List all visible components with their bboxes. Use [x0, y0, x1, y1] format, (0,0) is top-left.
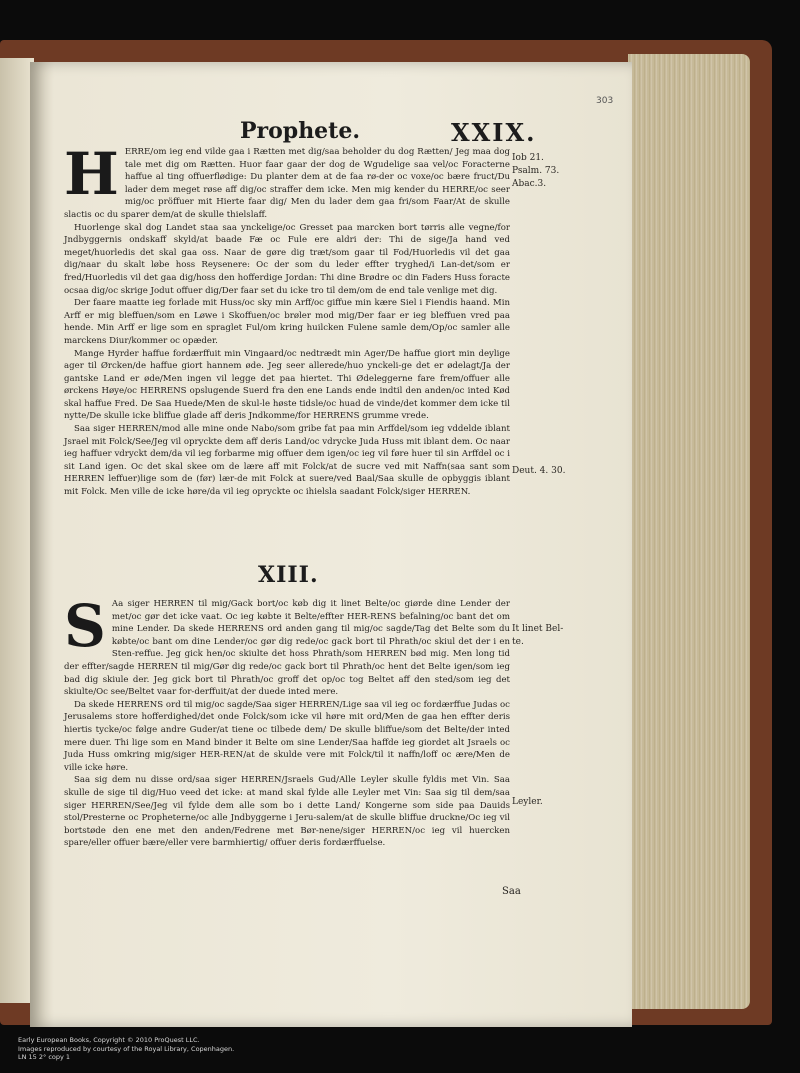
margin-ref-deut: Deut. 4. 30.	[512, 466, 566, 476]
catchword: Saa	[502, 886, 521, 897]
drop-initial-h: H	[64, 140, 119, 208]
chapter-heading: XIII.	[258, 562, 319, 588]
copyright-footer	[18, 1036, 234, 1062]
margin-ref-linet: It linet Bel-	[512, 624, 564, 634]
running-title: Prophete.	[240, 118, 361, 144]
paragraph: Aa siger HERREN til mig/Gack bort/oc køb dig it linet Belte/oc giørde dine Lender der met/oc gør det icke vaat. Oc ieg købte it Belte/effter HER-RENS befalning/oc bant det om mine Lender. Da skede HERRENS ord anden gang til mig/oc sagde/Tag det Belte som du købte/oc bant om dine Lender/oc gør dig rede/oc gack bort til Phrath/oc skiul det der i en Sten-reffue. Jeg gick hen/oc skiulte det hoss Phrath/som HERREN bød mig. Men long tid der effter/sagde HERREN til mig/Gør dig rede/oc gack bort til Phrath/oc hent det Belte igen/som ieg bad dig skiule der. Jeg gick bort til Phrath/oc groff det op/oc tog Beltet aff den sted/som ieg det skiulte/Oc see/Beltet vaar for-derffuit/at der duede inted mere.	[64, 599, 510, 698]
chapter-13-text	[64, 592, 510, 850]
paragraph: Huorlenge skal dog Landet staa saa ynckelige/oc Gresset paa marcken bort tørris alle vegne/for Jndbyggernis ondskaff skyld/at baade Fæ oc Fule ere aldri der: Thi de sige/Ja hand ved meget/huorledis det skal gaa oss. Naar de gøre dig træt/som gaar til Fod/Huorledis vil det gaa dig/naar du skalt løbe hoss Reysenere: Oc der som du leder effter tryghed/i Lan-det/som er fred/Huorledis vil det gaa dig/hoss den hofferdige Jordan: Thi dine Brødre oc din Faders Huss foracte ocsaa dig/oc skrige Jodut offuer dig/Der faar set du icke tro til dem/om de end tale venlige met dig.	[64, 222, 510, 296]
page-edges	[628, 54, 750, 1009]
paragraph: Saa siger HERREN/mod alle mine onde Nabo/som gribe fat paa min Arffdel/som ieg vddelde iblant Jsrael mit Folck/See/Jeg vil opryckte dem aff deris Land/oc vdrycke Juda Huss mit iblant dem. Oc naar ieg haffuer vdryckt dem/da vil ieg forbarme mig offuer dem igen/oc ieg vil føre huer til sin Arffdel oc i sit Land igen. Oc det skal skee om de lære aff mit Folck/at de sucre ved mit Naffn(saa sant som HERREN leffuer)lige som de (før) lær-de mit Folck at suere/ved Baal/Saa skulle de opbyggis iblant mit Folck. Men ville de icke høre/da vil ieg opryckte oc ihielsla saadant Folck/siger HERREN.	[64, 424, 510, 498]
paragraph: Der faare maatte ieg forlade mit Huss/oc sky min Arff/oc giffue min kære Siel i Fiendis haand. Min Arff er mig bleffuen/som en Løwe i Skoffuen/oc brøler mod mig/Der faar er ieg bleffuen vred paa hende. Min Arff er lige som en spraglet Ful/om kring huilcken Fulene samle dem/Op/oc samler alle marckens Diur/kommer oc opæder.	[64, 298, 510, 346]
paragraph: Mange Hyrder haffue fordærffuit min Vingaard/oc nedtrædt min Ager/De haffue giort min deylige ager til Ørcken/de haffue giort hannem øde. Jeg seer allerede/huo ynckeli-ge det er ødelagt/Ja der gantske Land er øde/Men ingen vil legge det paa hiertet. Thi Ødeleggerne fare frem/offuer alle ørckens Høye/oc HERRENS opslugende Suerd fra den ene Lands ende indtil den anden/oc inted Kød skal haffue Fred. De Saa Huede/Men de skul-le høste tidsle/oc huad de vinde/det kommer dem icke til nytte/De skulle icke bliffue glade aff deris Jndkomme/for HERRENS grumme vrede.	[64, 348, 510, 422]
margin-ref-leyler: Leyler.	[512, 797, 543, 807]
footer-line: Images reproduced by courtesy of the Royal Library, Copenhagen.	[18, 1044, 235, 1053]
paragraph: ERRE/om ieg end vilde gaa i Rætten met dig/saa beholder du dog Rætten/ Jeg maa dog tale met dig om Rætten. Huor faar gaar der dog de Wgudelige saa vel/oc Foracterne haffue al ting offuerflødige: Du planter dem at de faa rø-der oc voxe/oc bære fruct/Du lader dem meget røse aff dig/oc straffer dem icke. Men mig kender du HERRE/oc seer mig/oc pröffuer mit Hierte faar dig/ Men du lader dem gaa fri/som Faar/At de skulle slactis oc du sparer dem/at de skulle thielslaff.	[64, 147, 510, 220]
footer-line: LN 15 2° copy 1	[18, 1053, 71, 1061]
paragraph: Saa sig dem nu disse ord/saa siger HERREN/Jsraels Gud/Alle Leyler skulle fyldis met Vin. Saa skulle de sige til dig/Huo veed det icke: at mand skal fylde alle Leyler met Vin: Saa sig til dem/saa siger HERREN/See/Jeg vil fylde dem alle som bo i dette Land/ Kongerne som side paa Dauids stol/Presterne oc Propheterne/oc alle Jndbyggerne i Jeru-salem/at de skulle bliffue druckne/Oc ieg vil bortstøde den ene met den anden/Fedrene met Bør-nene/siger HERREN/oc ieg vil huercken spare/eller offuer bære/eller vere barmhiertig/ offuer deris fordærffuelse.	[64, 775, 510, 849]
drop-initial-s: S	[64, 592, 106, 660]
folio-number: 303	[596, 96, 614, 106]
margin-ref-job: Iob 21.	[512, 153, 544, 163]
chapter-number: XXIX.	[451, 118, 537, 147]
paragraph: Da skede HERRENS ord til mig/oc sagde/Saa siger HERREN/Lige saa vil ieg oc fordærffue Judas oc Jerusalems store hofferdighed/det onde Folck/som icke vil høre mit ord/Men de gaa hen effter deris hiertis tycke/oc følge andre Guder/at tiene oc tilbede dem/ De skulle bliffue/som det Belte/der inted mere duer. Thi lige som en Mand binder it Belte om sine Lender/Saa haffde ieg giordet alt Jsraels oc Juda Huss omkring mig/siger HER-REN/at de skulde vere mit Folck/til it naffn/loff oc ære/Men de ville icke høre.	[64, 699, 510, 773]
facing-page-edge	[0, 58, 34, 1003]
margin-ref-psalm: Psalm. 73.	[512, 166, 560, 176]
margin-ref-linet-cont: te.	[512, 637, 524, 647]
margin-ref-abac: Abac.3.	[512, 179, 547, 189]
footer-line: Early European Books, Copyright © 2010 ProQuest LLC.	[18, 1036, 200, 1044]
chapter-29-text	[64, 140, 510, 499]
